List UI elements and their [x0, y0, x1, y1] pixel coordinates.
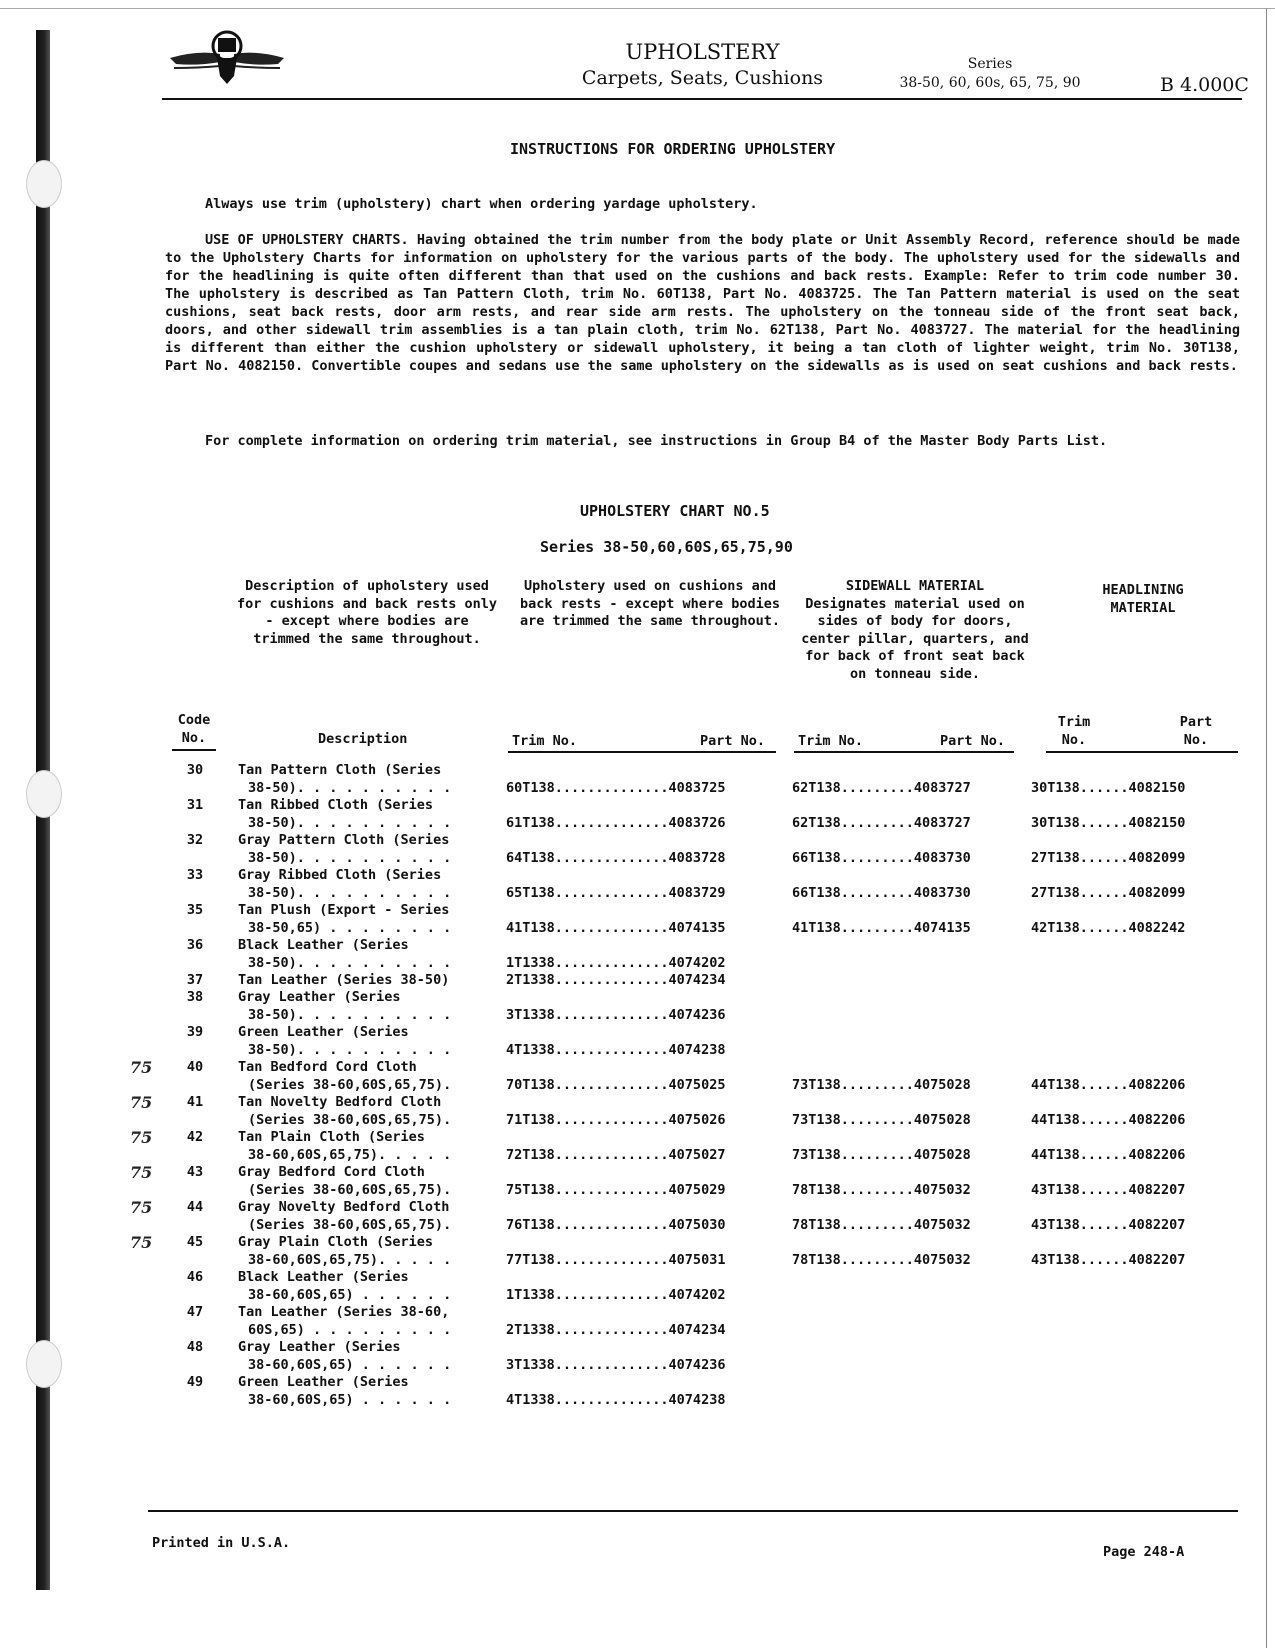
underline-code [172, 749, 216, 751]
row-code: 32 [186, 832, 204, 848]
section-subtitle: Carpets, Seats, Cushions [581, 67, 824, 89]
row-description-line1: Green Leather (Series [238, 1374, 409, 1390]
row-description-line1: Gray Leather (Series [238, 989, 401, 1005]
underline-sidewall [794, 751, 1014, 753]
row-headlining-trim-part: 27T138......4082099 [1031, 884, 1186, 901]
chart-title: UPHOLSTERY CHART NO.5 [580, 502, 770, 520]
row-description-line1: Gray Leather (Series [238, 1339, 401, 1355]
row-cushion-trim-part: 64T138..............4083728 [506, 849, 726, 866]
instructions-heading: INSTRUCTIONS FOR ORDERING UPHOLSTERY [510, 140, 836, 158]
row-description [238, 1374, 490, 1409]
row-description [238, 1199, 490, 1234]
row-description-line1: Tan Plush (Export - Series [238, 902, 450, 918]
row-description-line2: 38-60,60S,65,75). . . . . [248, 1251, 452, 1268]
row-description-line2: 38-50). . . . . . . . . . [248, 814, 452, 831]
row-headlining-trim-part: 43T138......4082207 [1031, 1216, 1186, 1233]
row-headlining-trim-part: 43T138......4082207 [1031, 1181, 1186, 1198]
row-description-line1: Black Leather (Series [238, 937, 409, 953]
header-rule [162, 98, 1242, 100]
row-description-line2: (Series 38-60,60S,65,75). [248, 1181, 452, 1198]
sidewall-group-header [800, 578, 1030, 683]
row-cushion-trim-part: 3T1338..............4074236 [506, 1356, 726, 1373]
row-headlining-trim-part: 44T138......4082206 [1031, 1076, 1186, 1093]
col-header-sidewall-part-no: Part No. [940, 733, 1006, 749]
handwritten-margin-note: 75 [130, 1233, 153, 1252]
headlining-group-header: HEADLINING MATERIAL [1102, 582, 1184, 616]
row-description-line2: 38-50). . . . . . . . . . [248, 779, 452, 796]
row-description-line1: Tan Leather (Series 38-50) [238, 972, 450, 988]
row-description-line1: Green Leather (Series [238, 1024, 409, 1040]
row-sidewall-trim-part: 66T138.........4083730 [792, 849, 971, 866]
row-cushion-trim-part: 2T1338..............4074234 [506, 972, 726, 988]
section-code: B 4.000C [1160, 74, 1249, 96]
row-description [238, 1129, 490, 1164]
row-description [238, 1024, 490, 1059]
col-header-headlining-trim-no: Trim No. [1057, 714, 1091, 748]
row-description-line1: Tan Leather (Series 38-60, [238, 1304, 450, 1320]
row-description [238, 1234, 490, 1269]
row-sidewall-trim-part: 73T138.........4075028 [792, 1111, 971, 1128]
row-description [238, 867, 490, 902]
row-headlining-trim-part: 30T138......4082150 [1031, 779, 1186, 796]
complete-info-paragraph: For complete information on ordering trim material, see instructions in Group B4 of the Master Body Parts List. [205, 433, 1108, 449]
sidewall-title: SIDEWALL MATERIAL [845, 578, 985, 594]
row-description [238, 1339, 490, 1374]
col-header-description: Description [318, 731, 408, 747]
row-code: 45 [186, 1234, 204, 1250]
footer-rule [148, 1510, 1238, 1512]
row-cushion-trim-part: 75T138..............4075029 [506, 1181, 726, 1198]
row-cushion-trim-part: 4T1338..............4074238 [506, 1391, 726, 1408]
row-description-line1: Gray Novelty Bedford Cloth [238, 1199, 450, 1215]
always-note: Always use trim (upholstery) chart when ordering yardage upholstery. [205, 196, 758, 212]
sidewall-description: Designates material used on sides of body for doors, center pillar, quarters, and for back of front seat back on tonneau side. [801, 595, 1029, 682]
printed-in-note: Printed in U.S.A. [152, 1535, 291, 1551]
row-cushion-trim-part: 77T138..............4075031 [506, 1251, 726, 1268]
row-code: 49 [186, 1374, 204, 1390]
row-description [238, 972, 490, 990]
row-code: 31 [186, 797, 204, 813]
row-description-line1: Black Leather (Series [238, 1269, 409, 1285]
row-cushion-trim-part: 1T1338..............4074202 [506, 954, 726, 971]
row-code: 40 [186, 1059, 204, 1075]
col-header-trim-no: Trim No. [512, 733, 578, 749]
row-sidewall-trim-part: 66T138.........4083730 [792, 884, 971, 901]
punch-hole [26, 770, 62, 818]
row-description-line2: 38-50). . . . . . . . . . [248, 849, 452, 866]
row-description-line1: Gray Pattern Cloth (Series [238, 832, 450, 848]
row-headlining-trim-part: 44T138......4082206 [1031, 1111, 1186, 1128]
cushions-group-header: Upholstery used on cushions and back rests - except where bodies are trimmed the same throughout. [519, 578, 781, 629]
description-group-header: Description of upholstery used for cushions and back rests only - except where bodies are trimmed the same throughout. [236, 578, 498, 647]
row-cushion-trim-part: 2T1338..............4074234 [506, 1321, 726, 1338]
row-description-line2: 38-50). . . . . . . . . . [248, 1041, 452, 1058]
scan-top-edge [0, 8, 1275, 9]
row-cushion-trim-part: 4T1338..............4074238 [506, 1041, 726, 1058]
row-description [238, 1304, 490, 1339]
row-code: 39 [186, 1024, 204, 1040]
row-description-line1: Gray Ribbed Cloth (Series [238, 867, 442, 883]
row-description-line1: Tan Plain Cloth (Series [238, 1129, 425, 1145]
row-description [238, 902, 490, 937]
row-description-line2: (Series 38-60,60S,65,75). [248, 1076, 452, 1093]
row-description [238, 1059, 490, 1094]
underline-cushion [508, 751, 776, 753]
handwritten-margin-note: 75 [130, 1128, 153, 1147]
row-description [238, 1164, 490, 1199]
row-description-line2: 38-60,60S,65) . . . . . . [248, 1391, 452, 1408]
series-list: 38-50, 60, 60s, 65, 75, 90 [899, 75, 1081, 91]
row-code: 30 [186, 762, 204, 778]
row-code: 42 [186, 1129, 204, 1145]
row-code: 44 [186, 1199, 204, 1215]
row-description-line2: 60S,65) . . . . . . . . . [248, 1321, 452, 1338]
handwritten-margin-note: 75 [130, 1058, 153, 1077]
row-cushion-trim-part: 70T138..............4075025 [506, 1076, 726, 1093]
row-code: 37 [186, 972, 204, 988]
row-description [238, 797, 490, 832]
row-cushion-trim-part: 3T1338..............4074236 [506, 1006, 726, 1023]
row-description [238, 937, 490, 972]
row-sidewall-trim-part: 78T138.........4075032 [792, 1216, 971, 1233]
underline-headlining [1046, 751, 1238, 753]
row-description-line2: 38-60,60S,65) . . . . . . [248, 1286, 452, 1303]
row-cushion-trim-part: 72T138..............4075027 [506, 1146, 726, 1163]
row-description-line2: (Series 38-60,60S,65,75). [248, 1111, 452, 1128]
row-cushion-trim-part: 71T138..............4075026 [506, 1111, 726, 1128]
col-header-part-no: Part No. [700, 733, 766, 749]
row-sidewall-trim-part: 62T138.........4083727 [792, 814, 971, 831]
row-description-line1: Tan Ribbed Cloth (Series [238, 797, 434, 813]
punch-hole [26, 1340, 62, 1388]
row-code: 38 [186, 989, 204, 1005]
row-headlining-trim-part: 44T138......4082206 [1031, 1146, 1186, 1163]
row-sidewall-trim-part: 73T138.........4075028 [792, 1076, 971, 1093]
row-description-line2: 38-60,60S,65,75). . . . . [248, 1146, 452, 1163]
row-sidewall-trim-part: 78T138.........4075032 [792, 1251, 971, 1268]
row-cushion-trim-part: 60T138..............4083725 [506, 779, 726, 796]
row-code: 46 [186, 1269, 204, 1285]
handwritten-margin-note: 75 [130, 1198, 153, 1217]
row-sidewall-trim-part: 78T138.........4075032 [792, 1181, 971, 1198]
row-description-line2: 38-50,65) . . . . . . . . [248, 919, 452, 936]
row-description [238, 1269, 490, 1304]
row-description-line2: 38-60,60S,65) . . . . . . [248, 1356, 452, 1373]
row-cushion-trim-part: 65T138..............4083729 [506, 884, 726, 901]
row-description-line2: (Series 38-60,60S,65,75). [248, 1216, 452, 1233]
row-description-line1: Tan Bedford Cord Cloth [238, 1059, 417, 1075]
handwritten-margin-note: 75 [130, 1093, 153, 1112]
row-description [238, 832, 490, 867]
row-code: 33 [186, 867, 204, 883]
page-number: Page 248-A [1103, 1544, 1185, 1560]
row-cushion-trim-part: 76T138..............4075030 [506, 1216, 726, 1233]
row-code: 41 [186, 1094, 204, 1110]
winged-emblem-logo-icon [168, 28, 286, 88]
row-description-line2: 38-50). . . . . . . . . . [248, 954, 452, 971]
section-title: UPHOLSTERY [625, 40, 780, 64]
row-code: 36 [186, 937, 204, 953]
row-code: 48 [186, 1339, 204, 1355]
chart-series: Series 38-50,60,60S,65,75,90 [540, 538, 793, 556]
row-code: 43 [186, 1164, 204, 1180]
col-header-sidewall-trim-no: Trim No. [798, 733, 864, 749]
row-description [238, 1094, 490, 1129]
row-headlining-trim-part: 27T138......4082099 [1031, 849, 1186, 866]
col-header-headlining-part-no: Part No. [1179, 714, 1213, 748]
row-description-line1: Tan Novelty Bedford Cloth [238, 1094, 442, 1110]
row-sidewall-trim-part: 41T138.........4074135 [792, 919, 971, 936]
row-sidewall-trim-part: 62T138.........4083727 [792, 779, 971, 796]
row-headlining-trim-part: 43T138......4082207 [1031, 1251, 1186, 1268]
row-cushion-trim-part: 41T138..............4074135 [506, 919, 726, 936]
row-description-line2: 38-50). . . . . . . . . . [248, 884, 452, 901]
series-label: Series [967, 56, 1013, 72]
handwritten-margin-note: 75 [130, 1163, 153, 1182]
row-cushion-trim-part: 1T1338..............4074202 [506, 1286, 726, 1303]
row-description [238, 762, 490, 797]
row-sidewall-trim-part: 73T138.........4075028 [792, 1146, 971, 1163]
row-cushion-trim-part: 61T138..............4083726 [506, 814, 726, 831]
row-description-line1: Tan Pattern Cloth (Series [238, 762, 442, 778]
row-headlining-trim-part: 30T138......4082150 [1031, 814, 1186, 831]
row-description-line1: Gray Plain Cloth (Series [238, 1234, 434, 1250]
row-code: 47 [186, 1304, 204, 1320]
scan-right-edge [1266, 8, 1267, 1648]
row-description [238, 989, 490, 1024]
col-header-code: Code No. [177, 712, 211, 746]
row-description-line2: 38-50). . . . . . . . . . [248, 1006, 452, 1023]
punch-hole [26, 160, 62, 208]
row-code: 35 [186, 902, 204, 918]
row-description-line1: Gray Bedford Cord Cloth [238, 1164, 425, 1180]
use-of-charts-paragraph: USE OF UPHOLSTERY CHARTS. Having obtained the trim number from the body plate or Unit Assembly Record, reference should be made to the Upholstery Charts for information on upholstery for the various parts of the body. The upholstery used for the sidewalls and for the headlining is quite often different than that used on the cushions and back rests. Example: Refer to trim code number 30. The upholstery is described as Tan Pattern Cloth, trim No. 60T138, Part No. 4083725. The Tan Pattern material is used on the seat cushions, seat back rests, door arm rests, and rear side arm rests. The upholstery on the tonneau side of the front seat back, doors, and other sidewall trim assemblies is a tan plain cloth, trim No. 62T138, Part No. 4083727. The material for the headlining is different than either the cushion upholstery or sidewall upholstery, it being a tan cloth of lighter weight, trim No. 30T138, Part No. 4082150. Convertible coupes and sedans use the same upholstery on the sidewalls as is used on seat cushions and back rests. [165, 232, 1240, 374]
row-headlining-trim-part: 42T138......4082242 [1031, 919, 1186, 936]
